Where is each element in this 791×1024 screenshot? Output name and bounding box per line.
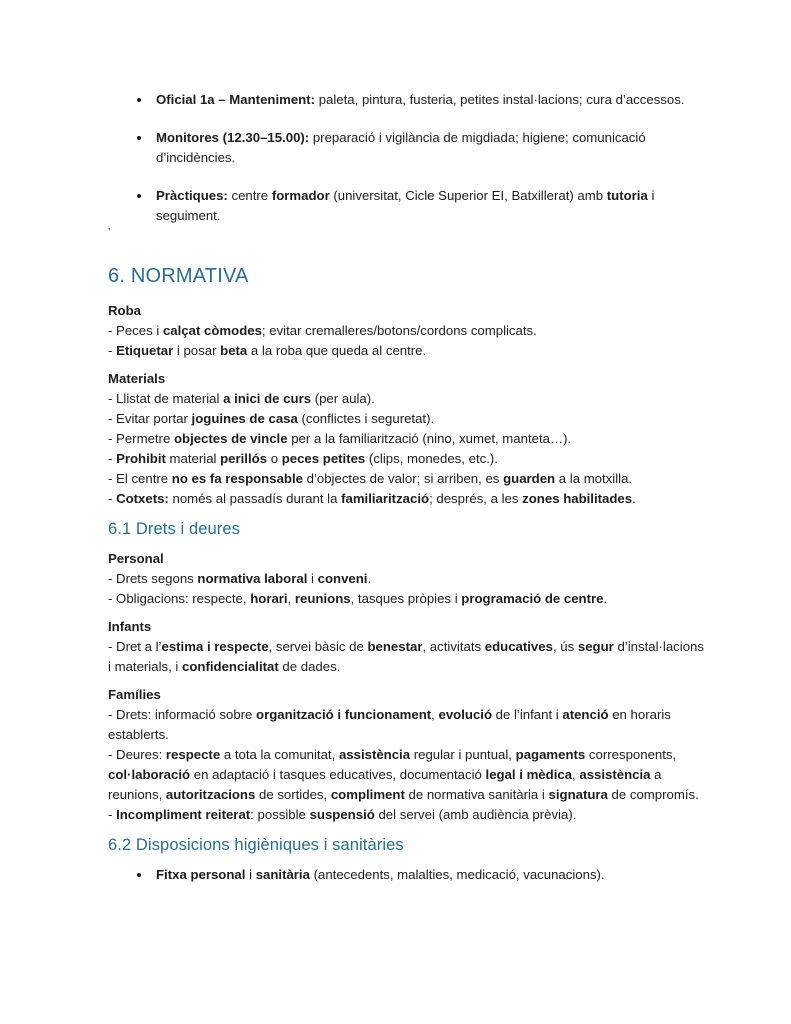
bold-text: zones habilitades xyxy=(522,491,633,506)
bold-text: Fitxa personal xyxy=(156,867,246,882)
text: d’instal·lacions i materials, i xyxy=(108,639,704,674)
text: , ús xyxy=(552,639,578,654)
text: - Deures: xyxy=(108,747,166,762)
text: paleta, pintura, fusteria, petites instal·lacions; cura d’accessos. xyxy=(315,92,685,107)
text: de sortides, xyxy=(255,787,331,802)
text: de compromís. xyxy=(607,787,699,802)
text: - xyxy=(108,491,117,506)
text: - Obligacions: respecte, xyxy=(108,591,251,606)
higiene-list xyxy=(108,865,708,885)
bold-text: legal i mèdica xyxy=(485,767,573,782)
text-line xyxy=(108,569,708,589)
roba-block xyxy=(108,301,708,361)
bold-text: perillós xyxy=(220,451,268,466)
text: (antecedents, malalties, medicació, vacunacions). xyxy=(309,867,605,882)
bold-text: organització i funcionament xyxy=(256,707,432,722)
text: - Llistat de material xyxy=(108,391,224,406)
bold-text: confidencialitat xyxy=(182,659,279,674)
bold-text: evolució xyxy=(438,707,492,722)
text: , activitats xyxy=(422,639,485,654)
text: corresponents, xyxy=(585,747,677,762)
bold-text: programació de centre xyxy=(461,591,604,606)
text: preparació i vigilància de migdiada; higiene; comunicació d’incidències. xyxy=(156,130,646,165)
text: només al passadís durant la xyxy=(168,491,342,506)
text: en horaris establerts. xyxy=(108,707,671,742)
section-6-2-heading: 6.2 Disposicions higièniques i sanitàries xyxy=(108,836,404,854)
bold-text: guarden xyxy=(503,471,556,486)
bold-text: Cotxets: xyxy=(116,491,169,506)
text: regular i puntual, xyxy=(410,747,516,762)
text: , servei bàsic de xyxy=(268,639,368,654)
text: - Permetre xyxy=(108,431,174,446)
text: - xyxy=(108,807,117,822)
bold-text: reunions xyxy=(294,591,351,606)
text: i posar xyxy=(173,343,221,358)
bold-text: segur xyxy=(577,639,614,654)
sub-section-title: Materials xyxy=(108,371,166,386)
bold-text: suspensió xyxy=(309,807,375,822)
text-line xyxy=(108,429,708,449)
bold-text: pagaments xyxy=(515,747,586,762)
bold-text: peces petites xyxy=(281,451,366,466)
bold-text: assistència xyxy=(338,747,411,762)
bold-text: Etiquetar xyxy=(116,343,174,358)
text: : possible xyxy=(250,807,310,822)
bold-text: joguines de casa xyxy=(191,411,298,426)
sub-section-title: Roba xyxy=(108,303,141,318)
bold-text: Oficial 1a – Manteniment: xyxy=(156,92,316,107)
text: ; després, a les xyxy=(429,491,523,506)
text: (per aula). xyxy=(311,391,375,406)
text: - Evitar portar xyxy=(108,411,192,426)
bold-text: signatura xyxy=(548,787,608,802)
bold-text: a inici de curs xyxy=(223,391,312,406)
materials-block xyxy=(108,369,708,509)
text: centre xyxy=(227,188,272,203)
text: a reunions, xyxy=(108,767,662,802)
sub-section-title: Famílies xyxy=(108,687,161,702)
bold-text: atenció xyxy=(562,707,609,722)
text: a la roba que queda al centre. xyxy=(247,343,427,358)
bold-text: Prohibit xyxy=(116,451,166,466)
text: - xyxy=(108,451,117,466)
text: d’objectes de valor; si arriben, es xyxy=(302,471,504,486)
text-line xyxy=(108,637,708,677)
text: - El centre xyxy=(108,471,172,486)
bold-text: Pràctiques: xyxy=(156,188,228,203)
bold-text: no es fa responsable xyxy=(171,471,303,486)
bold-text: compliment xyxy=(330,787,405,802)
bold-text: assistència xyxy=(579,767,651,782)
bold-text: beta xyxy=(220,343,248,358)
text: a la motxilla. xyxy=(555,471,633,486)
sub-section-title: Infants xyxy=(108,619,152,634)
text: - xyxy=(108,343,117,358)
bold-text: tutoria xyxy=(606,188,648,203)
bold-text: autoritzacions xyxy=(165,787,256,802)
text: del servei (amb audiència prèvia). xyxy=(374,807,577,822)
text-line xyxy=(108,469,708,489)
bold-text: formador xyxy=(271,188,330,203)
text: - Drets: informació sobre xyxy=(108,707,257,722)
text: , tasques pròpies i xyxy=(350,591,462,606)
text-line xyxy=(108,409,708,429)
bold-text: Monitores (12.30–15.00): xyxy=(156,130,310,145)
section-6-heading: 6. NORMATIVA xyxy=(108,265,249,287)
text: - Peces i xyxy=(108,323,163,338)
text: (universitat, Cicle Superior EI, Batxillerat) amb xyxy=(329,188,607,203)
stray-mark: ’ xyxy=(108,227,111,238)
bullet-item xyxy=(152,128,708,168)
sub-section-title: Personal xyxy=(108,551,164,566)
text-line xyxy=(108,589,708,609)
text: material xyxy=(165,451,221,466)
bold-text: benestar xyxy=(367,639,423,654)
bold-text: Incompliment reiterat xyxy=(116,807,251,822)
bullet-item xyxy=(152,865,708,885)
text: . xyxy=(632,491,636,506)
text: per a la familiarització (nino, xumet, manteta…). xyxy=(287,431,572,446)
text: a tota la comunitat, xyxy=(220,747,339,762)
families-block xyxy=(108,685,708,825)
infants-block xyxy=(108,617,708,677)
text: . xyxy=(367,571,372,586)
bold-text: objectes de vincle xyxy=(173,431,288,446)
text: - Drets segons xyxy=(108,571,198,586)
text: ; evitar cremalleres/botons/cordons complicats. xyxy=(261,323,537,338)
text: de normativa sanitària i xyxy=(404,787,549,802)
personal-block xyxy=(108,549,708,609)
text: de dades. xyxy=(278,659,341,674)
staff-roles-list xyxy=(108,90,708,226)
text: i xyxy=(245,867,256,882)
text-line xyxy=(108,321,708,341)
text-line xyxy=(108,389,708,409)
section-6-1-heading: 6.1 Drets i deures xyxy=(108,520,241,538)
bold-text: respecte xyxy=(165,747,221,762)
bold-text: horari xyxy=(250,591,288,606)
text: (clips, monedes, etc.). xyxy=(365,451,498,466)
text-line xyxy=(108,489,708,509)
bold-text: calçat còmodes xyxy=(162,323,262,338)
text: . xyxy=(603,591,608,606)
text-line xyxy=(108,341,708,361)
bold-text: familiarització xyxy=(341,491,430,506)
bullet-item xyxy=(152,90,708,110)
bold-text: conveni xyxy=(317,571,368,586)
text: , xyxy=(431,707,439,722)
text: i xyxy=(307,571,318,586)
text: , xyxy=(572,767,580,782)
bold-text: sanitària xyxy=(255,867,310,882)
text: en adaptació i tasques educatives, documentació xyxy=(190,767,486,782)
bold-text: educatives xyxy=(484,639,553,654)
bold-text: estima i respecte xyxy=(161,639,269,654)
text-line xyxy=(108,805,708,825)
text: (conflictes i seguretat). xyxy=(297,411,435,426)
text: i seguiment. xyxy=(156,188,655,223)
text: , xyxy=(287,591,295,606)
text-line xyxy=(108,449,708,469)
bold-text: col·laboració xyxy=(108,767,191,782)
bold-text: normativa laboral xyxy=(197,571,308,586)
text: o xyxy=(267,451,282,466)
text-line xyxy=(108,705,708,745)
text: de l’infant i xyxy=(492,707,563,722)
text: - Dret a l’ xyxy=(108,639,162,654)
text-line xyxy=(108,745,708,805)
bullet-item xyxy=(152,186,708,226)
